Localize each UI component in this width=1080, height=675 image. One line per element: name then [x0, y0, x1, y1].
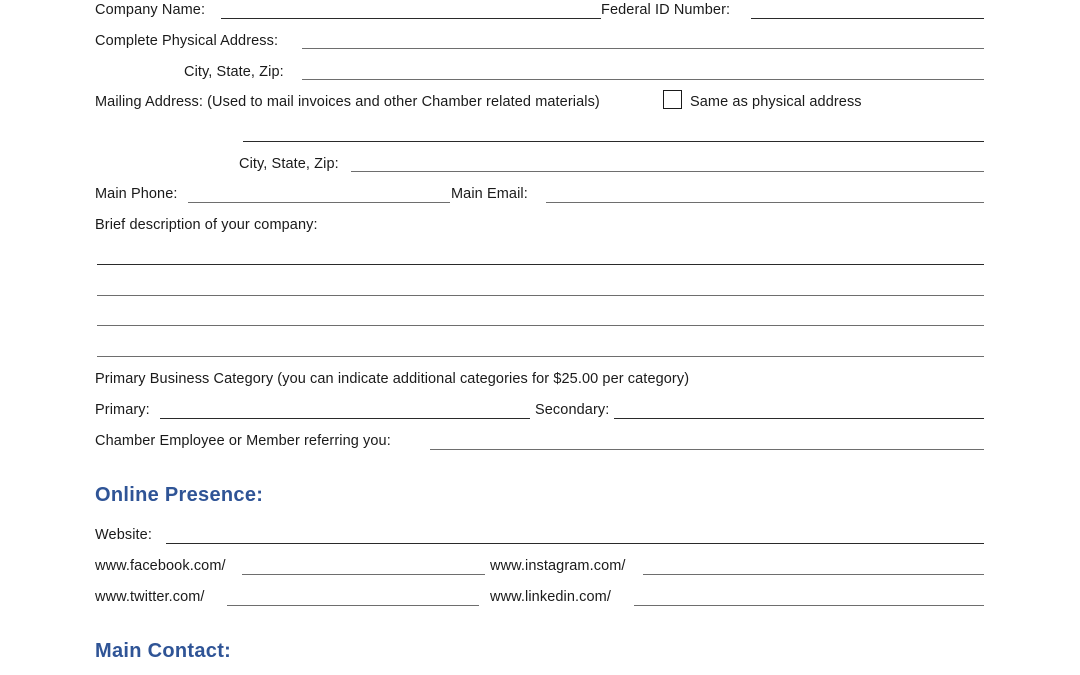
referral-label: Chamber Employee or Member referring you:: [95, 433, 391, 449]
website-field[interactable]: [166, 543, 984, 544]
referral-field[interactable]: [430, 449, 984, 450]
mailing-address-label: Mailing Address: (Used to mail invoices and other Chamber related materials): [95, 94, 600, 110]
linkedin-field[interactable]: [634, 605, 984, 606]
federal-id-field[interactable]: [751, 18, 984, 19]
federal-id-label: Federal ID Number:: [601, 2, 731, 18]
secondary-category-field[interactable]: [614, 418, 984, 419]
website-label: Website:: [95, 527, 152, 543]
mailing-city-label: City, State, Zip:: [239, 156, 339, 172]
main-contact-heading: Main Contact:: [95, 640, 232, 662]
description-line-1[interactable]: [97, 264, 984, 265]
primary-label: Primary:: [95, 402, 150, 418]
twitter-label: www.twitter.com/: [95, 589, 205, 605]
facebook-field[interactable]: [242, 574, 485, 575]
physical-city-label: City, State, Zip:: [184, 64, 284, 80]
description-label: Brief description of your company:: [95, 217, 318, 233]
facebook-label: www.facebook.com/: [95, 558, 226, 574]
linkedin-label: www.linkedin.com/: [490, 589, 611, 605]
main-email-field[interactable]: [546, 202, 984, 203]
secondary-label: Secondary:: [535, 402, 610, 418]
mailing-address-field[interactable]: [243, 141, 984, 142]
instagram-field[interactable]: [643, 574, 984, 575]
category-label: Primary Business Category (you can indicate additional categories for $25.00 per category): [95, 371, 690, 387]
physical-address-field[interactable]: [302, 48, 984, 49]
description-line-3[interactable]: [97, 325, 984, 326]
main-phone-field[interactable]: [188, 202, 450, 203]
twitter-field[interactable]: [227, 605, 479, 606]
online-presence-heading: Online Presence:: [95, 484, 264, 506]
physical-address-label: Complete Physical Address:: [95, 33, 279, 49]
instagram-label: www.instagram.com/: [490, 558, 626, 574]
physical-city-field[interactable]: [302, 79, 984, 80]
mailing-city-field[interactable]: [351, 171, 984, 172]
same-as-physical-label: Same as physical address: [690, 94, 862, 110]
primary-category-field[interactable]: [160, 418, 530, 419]
description-line-2[interactable]: [97, 295, 984, 296]
main-email-label: Main Email:: [451, 186, 528, 202]
description-line-4[interactable]: [97, 356, 984, 357]
main-phone-label: Main Phone:: [95, 186, 178, 202]
company-name-field[interactable]: [221, 18, 601, 19]
same-as-physical-checkbox[interactable]: [663, 90, 682, 109]
company-name-label: Company Name:: [95, 2, 206, 18]
